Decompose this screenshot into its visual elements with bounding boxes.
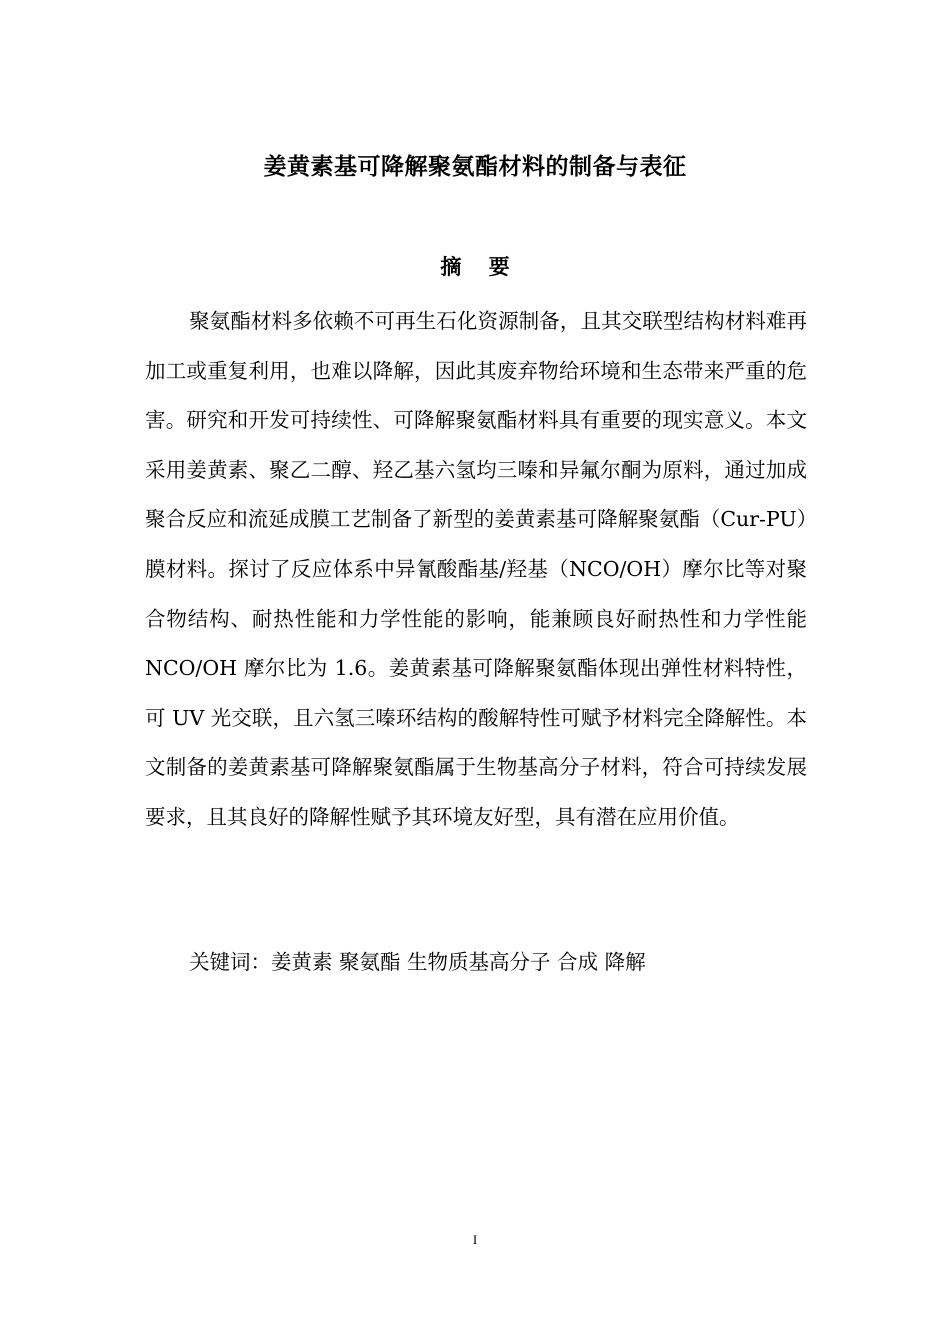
- page-number: I: [472, 1232, 478, 1247]
- keywords-line: 关键词：姜黄素 聚氨酯 生物质基高分子 合成 降解: [189, 950, 646, 974]
- document-title: 姜黄素基可降解聚氨酯材料的制备与表征: [263, 154, 687, 180]
- abstract-heading: 摘 要: [440, 255, 520, 279]
- abstract-body: 聚氨酯材料多依赖不可再生石化资源制备，且其交联型结构材料难再加工或重复利用，也难以降解，因此其废弃物给环境和生态带来严重的危害。研究和开发可持续性、可降解聚氨酯材料具有重要的现实意义。本文采用姜黄素、聚乙二醇、羟乙基六氢均三嗪和异氟尔酮为原料，通过加成聚合反应和流延成膜工艺制备了新型的姜黄素基可降解聚氨酯（Cur-PU）膜材料。探讨了反应体系中异氰酸酯基/羟基（NCO/OH）摩尔比等对聚合物结构、耐热性能和力学性能的影响，能兼顾良好耐热性和力学性能 NCO/OH 摩尔比为 1.6。姜黄素基可降解聚氨酯体现出弹性材料特性，可 UV 光交联，且六氢三嗪环结构的酸解特性可赋予材料完全降解性。本文制备的姜黄素基可降解聚氨酯属于生物基高分子材料，符合可持续发展要求，且其良好的降解性赋予其环境友好型，具有潜在应用价值。: [145, 309, 807, 829]
